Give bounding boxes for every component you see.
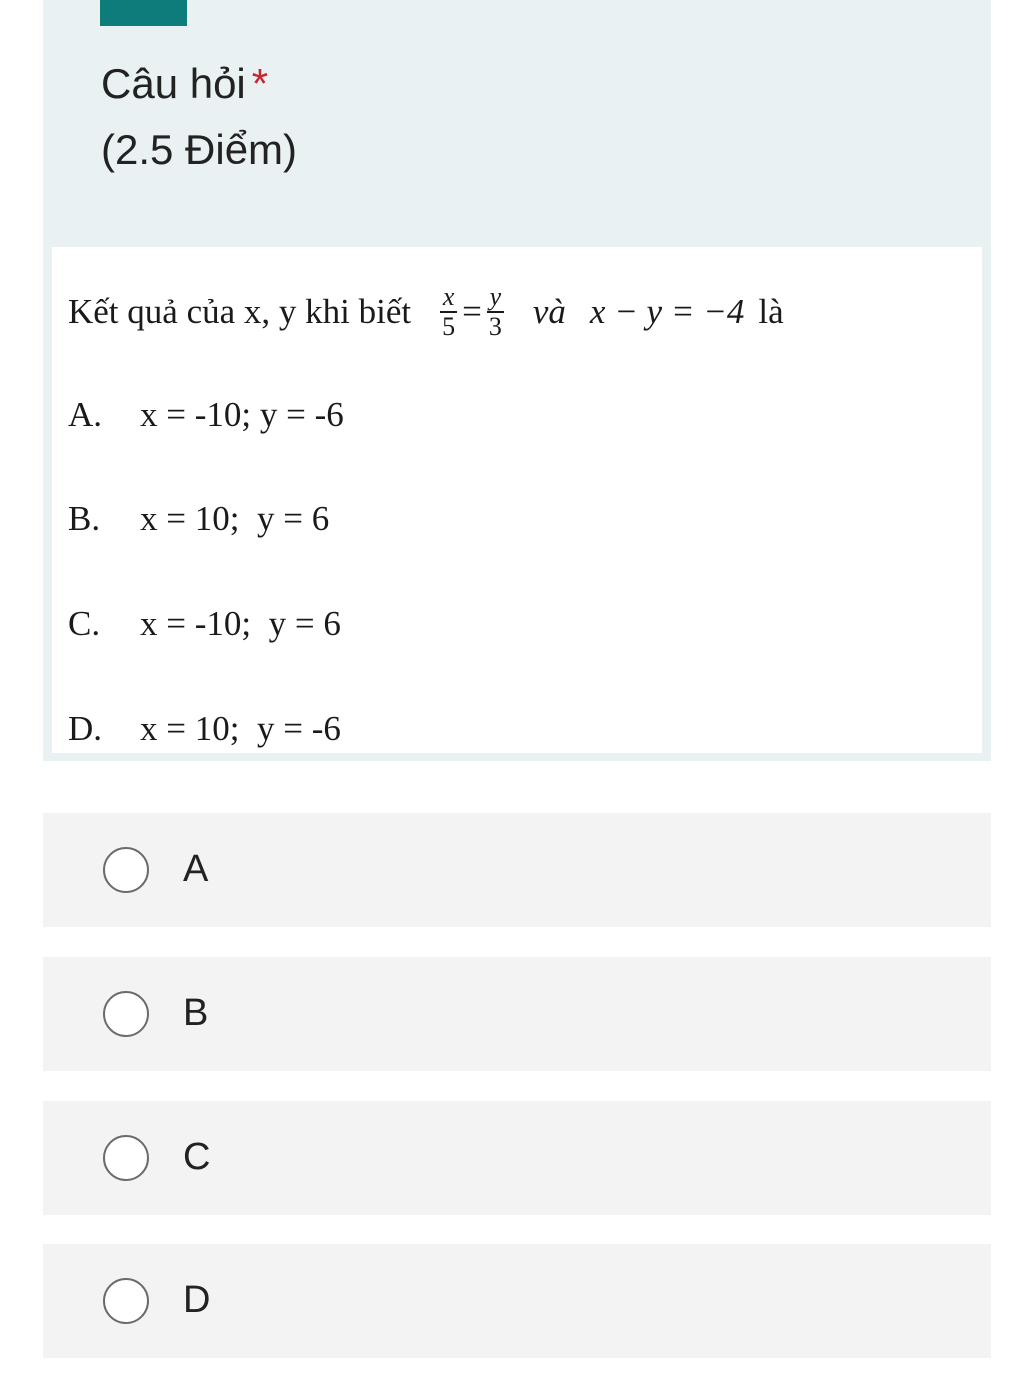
- choice-text: x = 10; y = -6: [140, 709, 341, 748]
- radio-button-c[interactable]: [103, 1135, 149, 1181]
- option-a[interactable]: [43, 813, 991, 927]
- option-c[interactable]: [43, 1101, 991, 1215]
- radio-button-b[interactable]: [103, 991, 149, 1037]
- points-label: (2.5 Điểm): [101, 126, 298, 173]
- stem-equation: x − y = −4: [589, 292, 745, 331]
- radio-button-a[interactable]: [103, 847, 149, 893]
- question-label-text: Câu hỏi: [101, 60, 246, 107]
- option-b[interactable]: [43, 957, 991, 1071]
- choice-line-b: [68, 499, 329, 539]
- choice-letter: C.: [68, 604, 101, 643]
- radio-button-d[interactable]: [103, 1278, 149, 1324]
- choice-letter: A.: [68, 395, 103, 434]
- option-d[interactable]: [43, 1244, 991, 1358]
- equals-sign: =: [462, 292, 482, 331]
- choice-letter: B.: [68, 499, 101, 538]
- required-asterisk: *: [251, 60, 269, 107]
- fraction-y-over-3: $\frac{y}{3}$: [486, 283, 505, 341]
- stem-connector: và: [532, 292, 566, 331]
- choice-letter: D.: [68, 709, 103, 748]
- option-label-b: B: [183, 992, 209, 1034]
- stem-text-after: là: [758, 292, 784, 331]
- accent-bar: [100, 0, 187, 26]
- option-label-c: C: [183, 1136, 211, 1178]
- choice-text: x = -10; y = 6: [140, 604, 341, 643]
- choice-text: x = 10; y = 6: [140, 499, 330, 538]
- choice-line-a: [68, 395, 344, 435]
- fraction-x-over-5: $\frac{x}{5}$: [439, 283, 458, 341]
- question-title: [101, 58, 268, 110]
- stem-text-before: Kết quả của x, y khi biết: [68, 292, 412, 331]
- choice-line-d: [68, 709, 341, 749]
- question-image: [52, 247, 982, 753]
- choice-text: x = -10; y = -6: [140, 395, 344, 434]
- option-label-d: D: [183, 1279, 211, 1321]
- option-label-a: A: [183, 848, 209, 890]
- choice-line-c: [68, 604, 341, 644]
- question-stem: [68, 283, 784, 341]
